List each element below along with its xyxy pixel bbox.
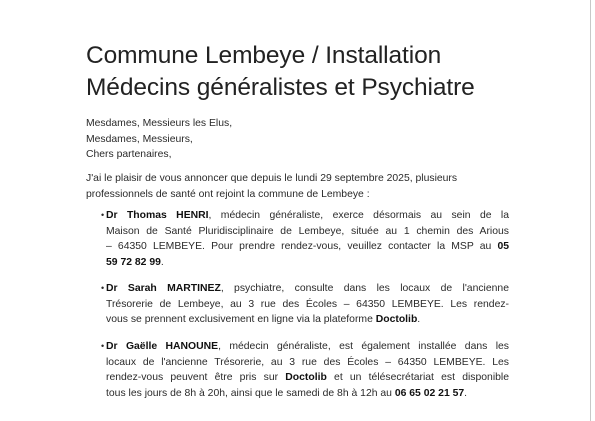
- doctor-text: et un télésecrétariat est disponible: [326, 372, 509, 384]
- doctor-line: [106, 239, 509, 255]
- salutation-line: Mesdames, Messieurs les Elus,: [86, 118, 233, 129]
- doctor-line: [106, 208, 509, 224]
- doctor-line: locaux de l'ancienne Trésorerie, au 3 rue des Écoles – 64350 LEMBEYE. Les: [106, 356, 509, 368]
- doctor-line: Trésorerie de Lembeye, au 3 rue des Écoles – 64350 LEMBEYE. Les rendez-: [106, 298, 509, 310]
- doctor-name: Dr Sarah MARTINEZ: [106, 283, 221, 294]
- doctor-line: [106, 312, 509, 328]
- doctor-text: , psychiatre, consulte dans les locaux de l'ancienne: [220, 283, 509, 294]
- page-title: [86, 40, 475, 104]
- salutation-line: Mesdames, Messieurs,: [86, 133, 193, 145]
- salutation-line: Chers partenaires,: [86, 149, 172, 161]
- page-edge-line: [590, 0, 591, 421]
- doctor-line: [106, 339, 509, 355]
- phone-number: 59 72 82 99: [106, 256, 161, 268]
- bullet-icon: •: [101, 210, 105, 220]
- doctor-name: Dr Gaëlle HANOUNE: [106, 341, 219, 352]
- doctor-line: [106, 281, 509, 297]
- doctor-text: .: [160, 256, 164, 268]
- title-line-1: Commune Lembeye / Installation: [86, 42, 442, 69]
- doctor-line: Maison de Santé Pluridisciplinaire de Lembeye, située au 1 chemin des Arious: [106, 225, 509, 237]
- doctor-item-martinez: [101, 281, 509, 328]
- doctor-name: Dr Thomas HENRI: [106, 210, 209, 221]
- intro-paragraph: [86, 171, 458, 202]
- doctor-text: vous se prennent exclusivement en ligne via la plateforme: [106, 314, 376, 326]
- bullet-icon: •: [101, 283, 105, 293]
- doctor-text: – 64350 LEMBEYE. Pour prendre rendez-vous, veuillez contacter la MSP au: [106, 241, 498, 253]
- doctor-line: [106, 370, 509, 386]
- platform-name: Doctolib: [375, 314, 418, 326]
- intro-line-1: J'ai le plaisir de vous annoncer que depuis le lundi 29 septembre 2025, plusieurs: [86, 173, 458, 184]
- title-line-2: Médecins généralistes et Psychiatre: [86, 74, 475, 101]
- doctor-line: [106, 255, 509, 271]
- doctor-text: , médecin généraliste, est également installée dans les: [218, 341, 509, 352]
- doctor-text: , médecin généraliste, exerce désormais au sein de la: [208, 210, 509, 221]
- doctor-text: .: [464, 387, 468, 399]
- doctor-text: rendez-vous peuvent être pris sur: [106, 372, 286, 384]
- doctor-item-henri: [101, 208, 509, 270]
- phone-number: 05: [497, 241, 509, 253]
- bullet-icon: •: [101, 341, 105, 351]
- salutation-block: [86, 116, 232, 163]
- doctor-text: tous les jours de 8h à 20h, ainsi que le samedi de 8h à 12h au: [106, 387, 395, 399]
- platform-name: Doctolib: [285, 372, 327, 384]
- doctor-text: .: [417, 314, 421, 326]
- doctor-line: [106, 386, 509, 402]
- intro-line-2: professionnels de santé ont rejoint la commune de Lembeye :: [86, 188, 370, 200]
- doctor-item-hanoune: [101, 339, 509, 401]
- phone-number: 06 65 02 21 57: [394, 387, 465, 399]
